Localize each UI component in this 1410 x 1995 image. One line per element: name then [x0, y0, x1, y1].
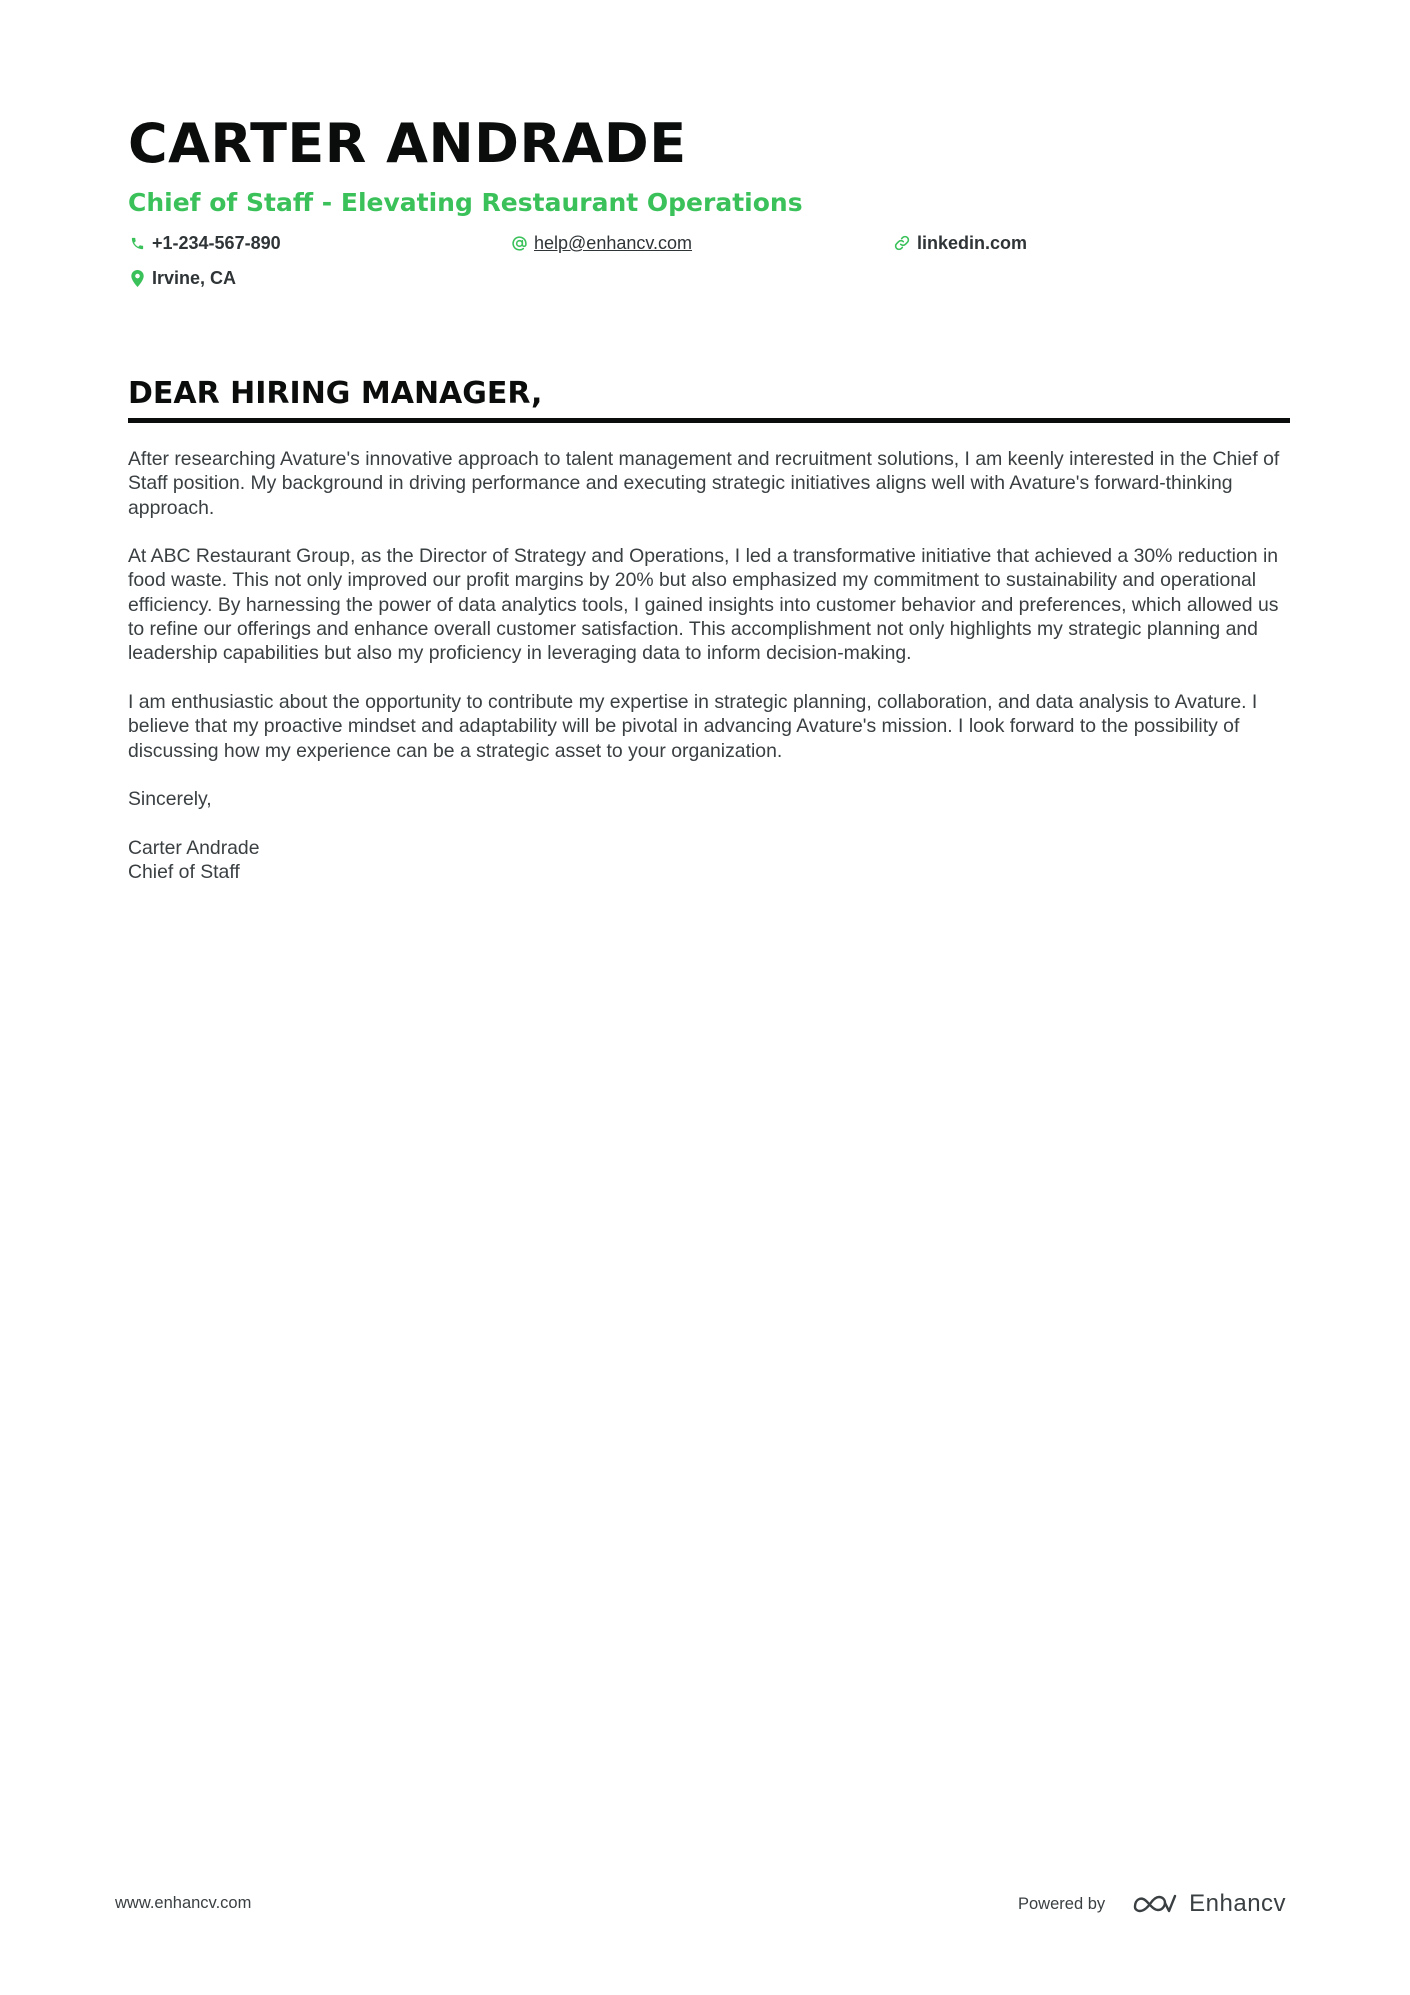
letter-paragraph: At ABC Restaurant Group, as the Director of Strategy and Operations, I led a transformative initiative that achieved a 30% reduction in food waste. This not only improved our profit margins by 20% but also emphasized my commitment to sustainability and operational efficiency. By harnessing the power of data analytics tools, I gained insights into customer behavior and preferences, which allowed us to refine our offerings and enhance overall customer satisfaction. This accomplishment not only highlights my strategic planning and leadership capabilities but also my proficiency in leveraging data to inform decision-making. [128, 545, 1279, 665]
letter-paragraph: After researching Avature's innovative approach to talent management and recruitment solutions, I am keenly interested in the Chief of Staff position. My background in driving performance and executing strategic initiatives aligns well with Avature's forward-thinking approach. [128, 448, 1280, 519]
contact-email[interactable] [510, 231, 692, 255]
footer-website-link[interactable]: www.enhancv.com [115, 1894, 252, 1912]
candidate-headline: Chief of Staff - Elevating Restaurant Operations [128, 188, 803, 217]
at-icon [510, 234, 528, 252]
enhancv-logo-icon [1131, 1891, 1179, 1917]
email-link[interactable]: help@enhancv.com [534, 233, 693, 253]
candidate-name: CARTER ANDRADE [128, 112, 687, 175]
contact-phone[interactable] [128, 231, 281, 255]
linkedin-text[interactable]: linkedin.com [917, 233, 1028, 253]
powered-by-label: Powered by [1018, 1894, 1106, 1913]
map-pin-icon [128, 269, 146, 287]
footer-branding[interactable] [1018, 1884, 1286, 1924]
letter-paragraph: I am enthusiastic about the opportunity to contribute my expertise in strategic planning, collaboration, and data analysis to Avature. I believe that my proactive mindset and adaptability will be pivotal in advancing Avature's mission. I look forward to the possibility of discussing how my experience can be a strategic asset to your organization. [128, 690, 1258, 762]
signature-title: Chief of Staff [128, 861, 240, 884]
contact-location [128, 266, 236, 290]
location-text: Irvine, CA [152, 268, 237, 288]
salutation-heading: DEAR HIRING MANAGER, [128, 374, 1290, 423]
phone-text: +1-234-567-890 [152, 233, 281, 253]
letter-body [128, 447, 1296, 884]
letter-closing: Sincerely, [128, 788, 212, 811]
signature-name: Carter Andrade [128, 836, 260, 859]
link-icon [893, 234, 911, 252]
brand-name: Enhancv [1189, 1890, 1287, 1917]
phone-icon [128, 234, 146, 252]
contact-linkedin[interactable] [893, 231, 1027, 255]
